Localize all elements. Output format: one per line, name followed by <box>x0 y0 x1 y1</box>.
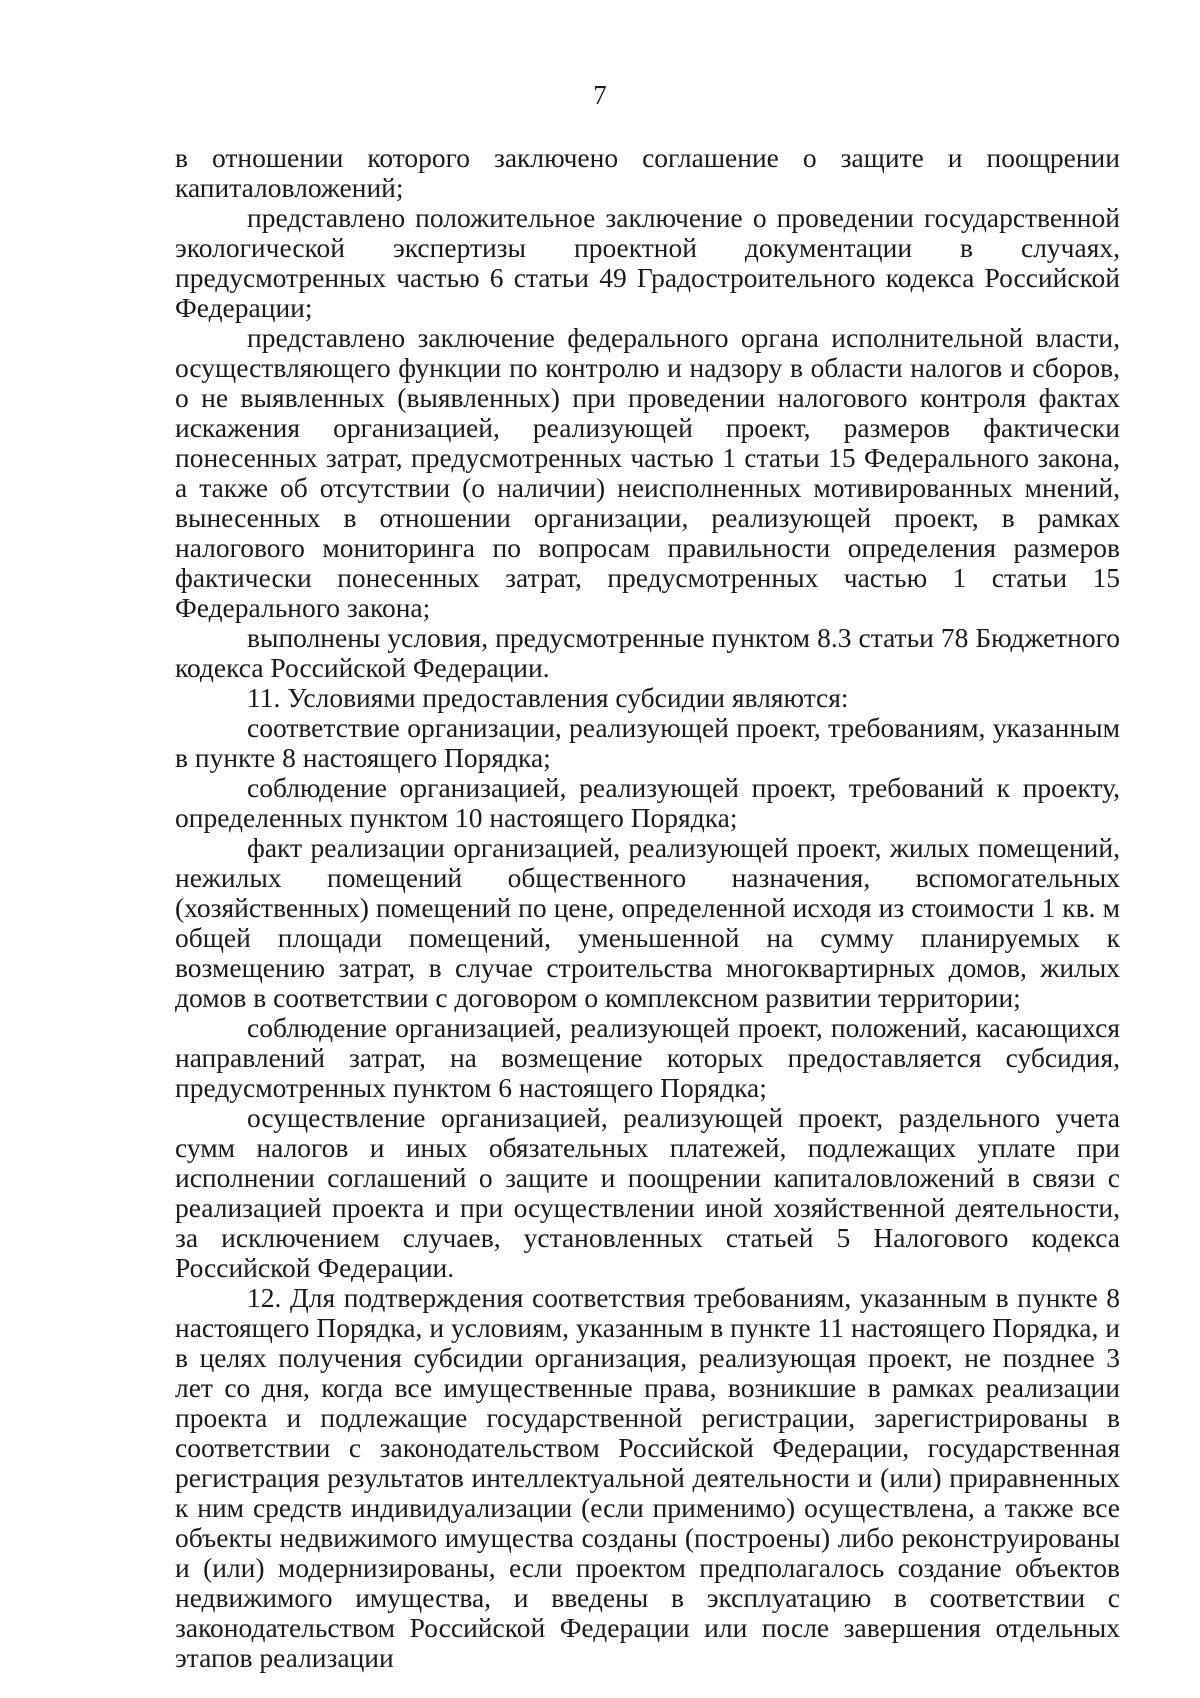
paragraph-tax-authority-conclusion: представлено заключение федерального органа исполнительной власти, осуществляющего функции по контролю и надзору в области налогов и сборов, о не выявленных (выявленных) при проведении налогового контроля фактах искажения организацией, реализующей проект, размеров фактически понесенных затрат, предусмотренных частью 1 статьи 15 Федерального закона, а также об отсутствии (о наличии) неисполненных мотивированных мнений, вынесенных в отношении организации, реализующей проект, в рамках налогового мониторинга по вопросам правильности определения размеров фактически понесенных затрат, предусмотренных частью 1 статьи 15 Федерального закона; <box>175 322 1120 623</box>
paragraph-item-11-heading: 11. Условиями предоставления субсидии являются: <box>247 682 849 713</box>
paragraph-premises-sale-price: факт реализации организацией, реализующей проект, жилых помещений, нежилых помещений общественного назначения, вспомогательных (хозяйственных) помещений по цене, определенной исходя из стоимости 1 кв. м общей площади помещений, уменьшенной на сумму планируемых к возмещению затрат, в случае строительства многоквартирных домов, жилых домов в соответствии с договором о комплексном развитии территории; <box>175 832 1120 1013</box>
paragraph-compliance-requirements: соответствие организации, реализующей проект, требованиям, указанным в пункте 8 настоящего Порядка; <box>175 712 1120 773</box>
paragraph-ecological-expertise: представлено положительное заключение о проведении государственной экологической экспертизы проектной документации в случаях, предусмотренных частью 6 статьи 49 Градостроительного кодекса Российской Федерации; <box>175 202 1120 323</box>
document-body <box>175 143 1120 1673</box>
paragraph-separate-accounting: осуществление организацией, реализующей проект, раздельного учета сумм налогов и иных обязательных платежей, подлежащих уплате при исполнении соглашений о защите и поощрении капиталовложений в связи с реализацией проекта и при осуществлении иной хозяйственной деятельности, за исключением случаев, установленных статьей 5 Налогового кодекса Российской Федерации. <box>175 1102 1120 1283</box>
paragraph-cost-directions: соблюдение организацией, реализующей проект, положений, касающихся направлений затрат, на возмещение которых предоставляется субсидия, предусмотренных пунктом 6 настоящего Порядка; <box>175 1012 1120 1103</box>
paragraph-item-12: 12. Для подтверждения соответствия требованиям, указанным в пункте 8 настоящего Порядка, и условиям, указанным в пункте 11 настоящего Порядка, и в целях получения субсидии организация, реализующая проект, не позднее 3 лет со дня, когда все имущественные права, возникшие в рамках реализации проекта и подлежащие государственной регистрации, зарегистрированы в соответствии с законодательством Российской Федерации, государственная регистрация результатов интеллектуальной деятельности и (или) приравненных к ним средств индивидуализации (если применимо) осуществлена, а также все объекты недвижимого имущества созданы (построены) либо реконструированы и (или) модернизированы, если проектом предполагалось создание объектов недвижимого имущества, и введены в эксплуатацию в соответствии с законодательством Российской Федерации или после завершения отдельных этапов реализации <box>175 1282 1120 1673</box>
paragraph-budget-code-conditions: выполнены условия, предусмотренные пунктом 8.3 статьи 78 Бюджетного кодекса Российской Федерации. <box>175 622 1120 683</box>
page-number: 7 <box>593 80 607 110</box>
paragraph-project-requirements: соблюдение организацией, реализующей проект, требований к проекту, определенных пунктом 10 настоящего Порядка; <box>175 772 1120 833</box>
paragraph-continuation: в отношении которого заключено соглашение о защите и поощрении капиталовложений; <box>175 142 1120 203</box>
